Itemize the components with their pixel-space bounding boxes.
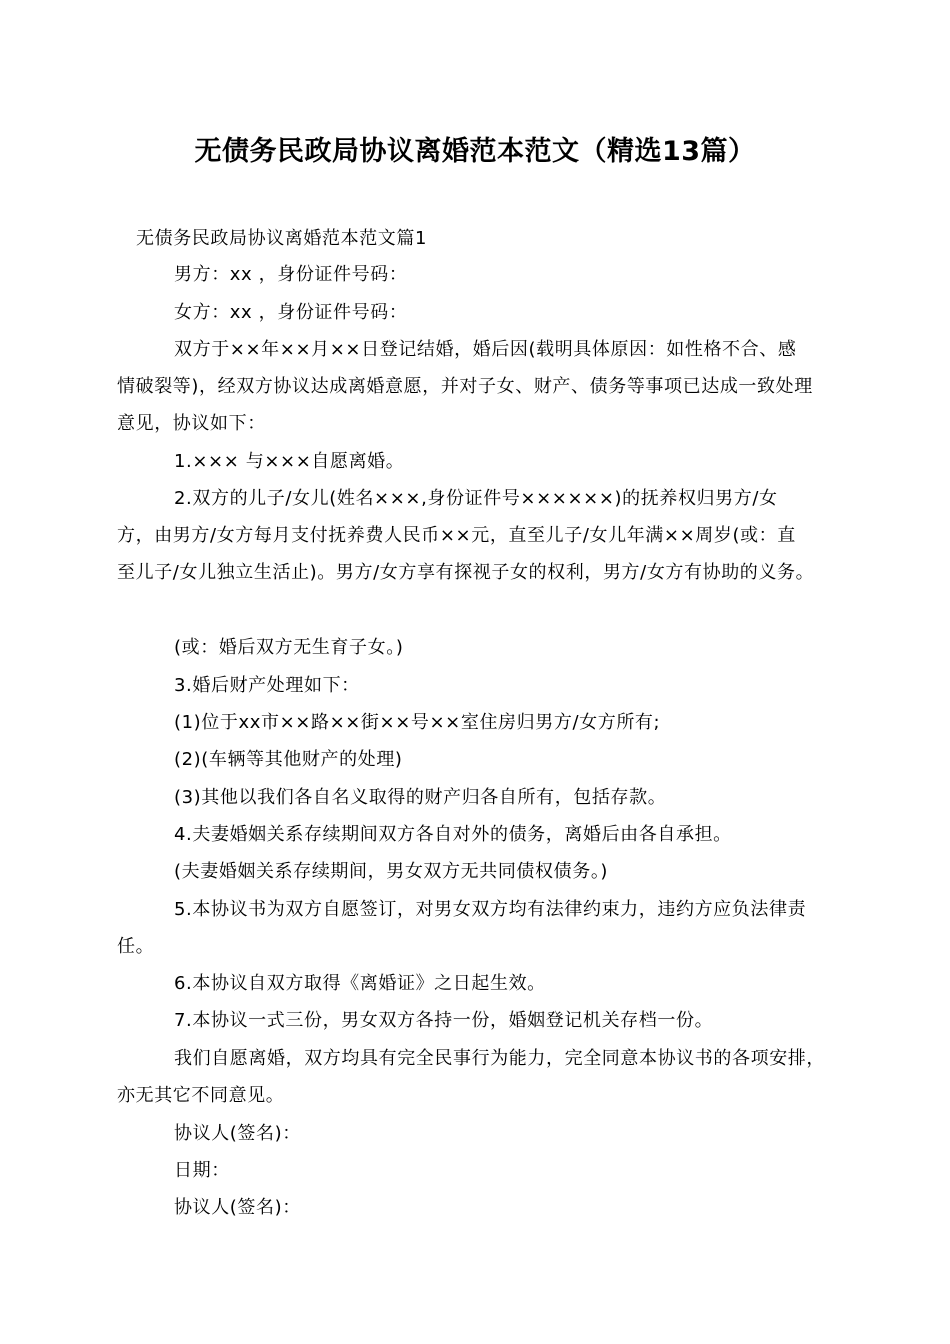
closing-statement-line-1: 我们自愿离婚，双方均具有完全民事行为能力，完全同意本协议书的各项安排， bbox=[174, 1048, 825, 1069]
closing-statement-line-2: 亦无其它不同意见。 bbox=[117, 1085, 285, 1106]
clause-7: 7.本协议一式三份，男女双方各持一份，婚姻登记机关存档一份。 bbox=[174, 1010, 714, 1031]
clause-2-line-1: 2.双方的儿子/女儿(姓名×××,身份证件号××××××)的抚养权归男方/女 bbox=[174, 488, 778, 509]
clause-6: 6.本协议自双方取得《离婚证》之日起生效。 bbox=[174, 973, 546, 994]
clause-1: 1.××× 与×××自愿离婚。 bbox=[174, 451, 405, 472]
clause-5-line-1: 5.本协议书为双方自愿签订，对男女双方均有法律约束力，违约方应负法律责 bbox=[174, 899, 807, 920]
intro-paragraph-line-2: 情破裂等)，经双方协议达成离婚意愿，并对子女、财产、债务等事项已达成一致处理 bbox=[117, 376, 813, 397]
intro-paragraph-line-1: 双方于××年××月××日登记结婚，婚后因(载明具体原因：如性格不合、感 bbox=[174, 339, 797, 360]
clause-4-alternative: (夫妻婚姻关系存续期间，男女双方无共同债权债务。) bbox=[174, 861, 609, 882]
clause-2-alternative: (或：婚后双方无生育子女。) bbox=[174, 637, 404, 658]
document-title: 无债务民政局协议离婚范本范文（精选13篇） bbox=[194, 136, 756, 167]
clause-3: 3.婚后财产处理如下： bbox=[174, 675, 360, 696]
date-line: 日期： bbox=[174, 1160, 230, 1181]
signature-line-2: 协议人(签名)： bbox=[174, 1197, 301, 1218]
clause-5-line-2: 任。 bbox=[117, 936, 155, 957]
signature-line-1: 协议人(签名)： bbox=[174, 1123, 301, 1144]
clause-3-item-1: (1)位于xx市××路××街××号××室住房归男方/女方所有; bbox=[174, 712, 661, 733]
clause-2-line-3: 至儿子/女儿独立生活止)。男方/女方享有探视子女的权利，男方/女方有协助的义务。 bbox=[117, 562, 815, 583]
intro-paragraph-line-3: 意见，协议如下： bbox=[117, 413, 266, 434]
male-party-line: 男方：xx ，身份证件号码： bbox=[174, 264, 408, 285]
clause-2-line-2: 方，由男方/女方每月支付抚养费人民币××元，直至儿子/女儿年满××周岁(或：直 bbox=[117, 525, 796, 546]
clause-3-item-2: (2)(车辆等其他财产的处理) bbox=[174, 749, 403, 770]
clause-3-item-3: (3)其他以我们各自名义取得的财产归各自所有，包括存款。 bbox=[174, 787, 667, 808]
section-heading: 无债务民政局协议离婚范本范文篇1 bbox=[136, 228, 428, 249]
female-party-line: 女方：xx ，身份证件号码： bbox=[174, 302, 408, 323]
clause-4: 4.夫妻婚姻关系存续期间双方各自对外的债务，离婚后由各自承担。 bbox=[174, 824, 732, 845]
